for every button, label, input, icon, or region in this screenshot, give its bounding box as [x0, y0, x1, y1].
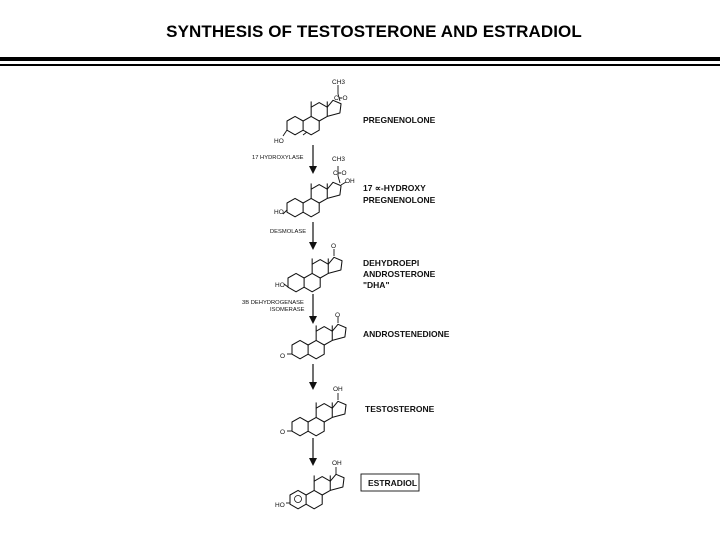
chem-label-oh: OH: [345, 178, 355, 185]
compound-label: PREGNENOLONE: [363, 115, 436, 125]
enzyme-label-line1: 3B DEHYDROGENASE: [242, 300, 304, 306]
chem-label-ho: HO: [275, 282, 285, 289]
chem-label-oh: OH: [333, 386, 343, 393]
enzyme-label-line2: ISOMERASE: [270, 307, 305, 313]
chem-label-co: C=O: [333, 170, 347, 177]
chem-label-oh: OH: [332, 460, 342, 467]
compound-label: TESTOSTERONE: [365, 404, 435, 414]
steroid-structure-icon: [287, 393, 346, 436]
steroid-structure-icon: [286, 467, 344, 509]
compound-pregnenolone: [274, 79, 436, 145]
compound-17-hydroxy-pregnenolone: [274, 156, 436, 217]
steroid-structure-icon: [287, 317, 346, 359]
compound-label-line2: PREGNENOLONE: [363, 195, 436, 205]
chem-label-ho: HO: [275, 502, 285, 509]
compound-label-line2: ANDROSTERONE: [363, 269, 436, 279]
compound-label-line1: 17 ∝-HYDROXY: [363, 183, 426, 193]
slide-title: SYNTHESIS OF TESTOSTERONE AND ESTRADIOL: [166, 22, 582, 41]
chem-label-ho: HO: [274, 138, 284, 145]
compound-dehydroepiandrosterone: [275, 243, 436, 292]
chem-label-keto: O: [280, 353, 286, 360]
enzyme-label: DESMOLASE: [270, 229, 307, 235]
compound-testosterone: [280, 386, 435, 436]
compound-label: ESTRADIOL: [368, 478, 418, 488]
compound-label: ANDROSTENEDIONE: [363, 329, 450, 339]
compound-estradiol: [275, 460, 419, 509]
chem-label-ch3: CH3: [332, 156, 346, 163]
compound-label-line1: DEHYDROEPI: [363, 258, 420, 268]
enzyme-label: 17 HYDROXYLASE: [252, 155, 304, 161]
chem-label-ch3: CH3: [332, 79, 346, 86]
compound-label-line3: "DHA": [363, 280, 390, 290]
chem-label-keto: O: [331, 243, 337, 250]
chem-label-co: C=O: [334, 95, 348, 102]
compound-androstenedione: [280, 312, 450, 360]
steroid-structure-icon: [284, 249, 342, 292]
chem-label-keto: O: [280, 429, 286, 436]
chem-label-ho: HO: [274, 209, 284, 216]
chem-label-keto: O: [335, 312, 341, 319]
steroid-structure-icon: [283, 85, 341, 136]
